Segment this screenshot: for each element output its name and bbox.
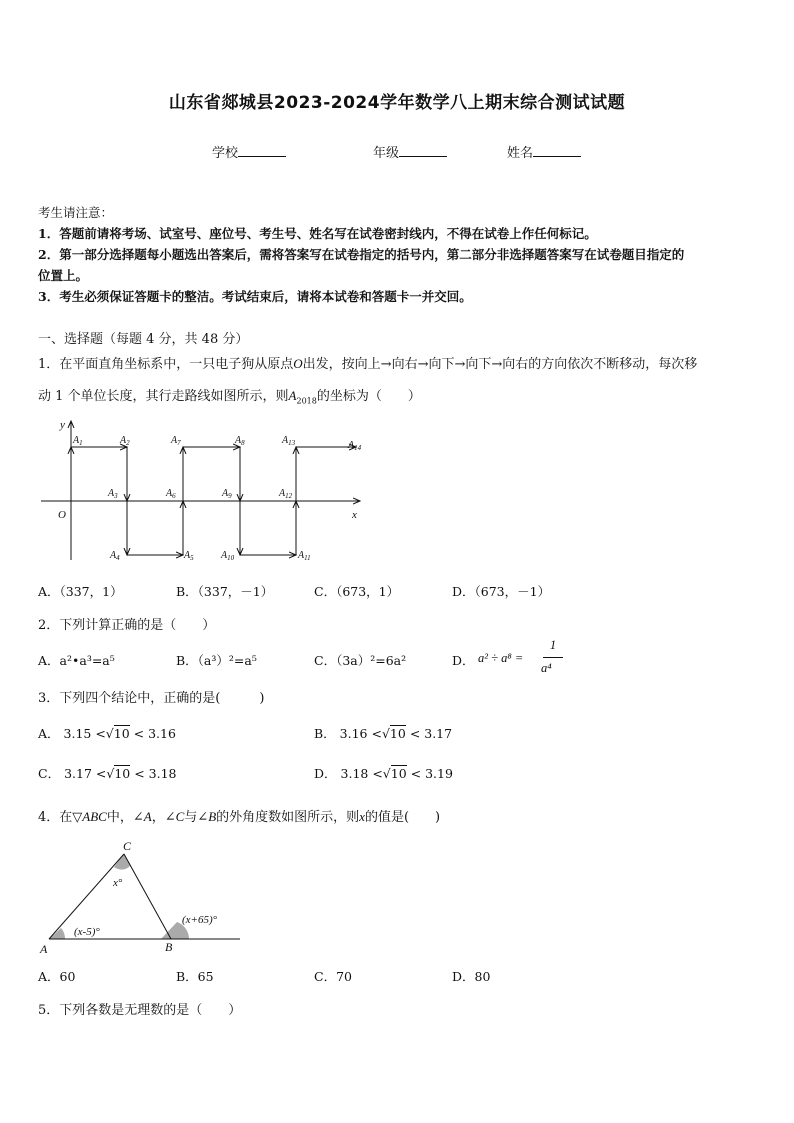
x-axis-label: x <box>352 509 357 521</box>
school-field <box>212 142 286 161</box>
q3-option-d-right: < 3.19 <box>410 766 453 781</box>
q1-option-a[interactable]: A．（337，1） <box>38 584 123 599</box>
q4-text-d: 与∠ <box>184 810 209 825</box>
vertex-label-b: B <box>165 940 173 954</box>
q1-text-b: 出发，按向上→向右→向下→向下→向右的方向依次不断移动，每次移 <box>302 357 698 372</box>
q1-point-sub: 2018 <box>296 396 317 406</box>
q4-triangle-name: ▽ABC <box>72 809 107 824</box>
q3-option-c-right: < 3.18 <box>134 766 177 781</box>
q3-option-a-radicand: 10 <box>113 726 130 741</box>
q5-stem: 5．下列各数是无理数的是（ ） <box>38 1003 242 1018</box>
q1-stem-line2 <box>38 385 421 406</box>
q2-option-b[interactable]: B．（a³）²=a⁵ <box>176 653 257 668</box>
q1-option-d[interactable]: D．（673，－1） <box>452 584 551 599</box>
q1-option-b[interactable]: B．（337，－1） <box>176 584 274 599</box>
q4-option-c[interactable]: C．70 <box>314 969 352 984</box>
q3-option-c-radicand: 10 <box>114 766 131 781</box>
q4-var-a: A <box>143 809 152 824</box>
q3-option-a-label: A． <box>38 726 60 741</box>
sqrt-sign: √ <box>106 766 115 781</box>
q3-option-b[interactable] <box>314 724 452 742</box>
vertex-label-c: C <box>123 839 132 853</box>
q4-stem <box>38 806 440 825</box>
q2-option-d-label: D． <box>452 653 475 668</box>
q2-option-a[interactable]: A．a²•a³=a⁵ <box>38 653 115 668</box>
q3-option-c-label: C． <box>38 766 61 781</box>
grade-blank <box>399 143 447 157</box>
sqrt-sign: √ <box>381 726 390 741</box>
origin-label: O <box>58 509 66 521</box>
q1-text-d: 的坐标为（ ） <box>316 389 421 404</box>
y-axis-label: y <box>60 419 65 431</box>
note-item-2: 2．第一部分选择题每小题选出答案后，需将答案写在试卷指定的括号内，第二部分非选择题答案写在试卷题目指定的 <box>38 247 685 262</box>
q3-option-d[interactable] <box>314 764 453 782</box>
q2-option-c[interactable]: C．（3a）²=6a² <box>314 653 407 668</box>
point-label-a6: $A_6$ <box>166 488 176 500</box>
angle-b-exterior-label: (x+65)° <box>182 914 218 926</box>
q3-option-d-label: D． <box>314 766 337 781</box>
q1-path-figure <box>38 415 368 567</box>
q3-option-b-label: B． <box>314 726 336 741</box>
q3-option-b-radicand: 10 <box>389 726 406 741</box>
point-label-a5: $A_5$ <box>184 550 194 562</box>
point-label-a11: $A_{11}$ <box>298 550 311 562</box>
q1-text-a: 1．在平面直角坐标系中，一只电子狗从原点 <box>38 357 294 372</box>
q4-option-d[interactable]: D．80 <box>452 969 491 984</box>
point-label-a9: $A_9$ <box>222 488 232 500</box>
side-bc <box>124 854 171 939</box>
sqrt-sign: √ <box>105 726 114 741</box>
point-label-a7: $A_7$ <box>171 435 181 447</box>
q4-text-e: 的外角度数如图所示，则 <box>216 810 360 825</box>
q4-triangle-figure <box>38 836 248 958</box>
q4-var-c: C <box>175 809 185 824</box>
q4-var-b: B <box>208 809 217 824</box>
notes-heading: 考生请注意： <box>38 205 114 220</box>
q4-text-c: ，∠ <box>151 810 176 825</box>
q3-option-a-right: < 3.16 <box>133 726 176 741</box>
note-item-3: 3．考生必须保证答题卡的整洁。考试结束后，请将本试卷和答题卡一并交回。 <box>38 289 472 304</box>
section-heading: 一、选择题（每题 4 分，共 48 分） <box>38 332 249 347</box>
grade-label: 年级 <box>373 146 400 161</box>
q2-stem: 2．下列计算正确的是（ ） <box>38 618 216 633</box>
page-title: 山东省郯城县2023-2024学年数学八上期末综合测试试题 <box>168 93 626 113</box>
grade-field <box>373 142 447 161</box>
note-item-1: 1．答题前请将考场、试室号、座位号、考生号、姓名写在试卷密封线内，不得在试卷上作任何标记。 <box>38 226 597 241</box>
note-item-2-cont: 位置上。 <box>38 268 89 283</box>
q1-text-c: 动 1 个单位长度，其行走路线如图所示，则 <box>38 389 289 404</box>
q3-option-c[interactable] <box>38 764 176 782</box>
vertex-label-a: A <box>40 942 48 956</box>
point-label-a3: $A_3$ <box>108 488 118 500</box>
school-label: 学校 <box>212 146 239 161</box>
name-field <box>507 142 581 161</box>
point-label-a13: $A_{13}$ <box>282 435 296 447</box>
angle-a-label: (x-5)° <box>74 926 100 938</box>
q3-option-a-left: 3.15 < <box>63 726 106 741</box>
q2-option-d-lhs: a² ÷ a⁸ = <box>478 651 524 665</box>
point-label-a14: $A_{14}$ <box>348 440 362 452</box>
point-label-a4: $A_4$ <box>110 550 120 562</box>
angle-c-label: x° <box>113 877 123 889</box>
point-label-a12: $A_{12}$ <box>279 488 293 500</box>
point-label-a2: $A_2$ <box>120 435 130 447</box>
q3-option-a[interactable] <box>38 724 176 742</box>
q4-var-x: x <box>359 809 365 824</box>
q1-option-c[interactable]: C．（673，1） <box>314 584 400 599</box>
q3-option-d-radicand: 10 <box>390 766 407 781</box>
q1-point-var: A <box>288 388 297 403</box>
q3-option-d-left: 3.18 < <box>340 766 383 781</box>
q3-stem: 3．下列四个结论中，正确的是( ) <box>38 691 265 706</box>
school-blank <box>238 143 286 157</box>
point-label-a10: $A_{10}$ <box>221 550 235 562</box>
name-label: 姓名 <box>507 146 534 161</box>
q1-stem-line1 <box>38 353 697 372</box>
q2-option-d-numerator: 1 <box>549 638 557 652</box>
q1-origin-var: O <box>293 356 303 371</box>
q4-text-f: 的值是( ) <box>364 810 441 825</box>
q4-text-a: 4．在 <box>38 810 73 825</box>
q4-option-b[interactable]: B．65 <box>176 969 214 984</box>
q3-option-c-left: 3.17 < <box>64 766 107 781</box>
point-label-a1: $A_1$ <box>73 435 83 447</box>
q4-option-a[interactable]: A．60 <box>38 969 76 984</box>
q4-text-b: 中，∠ <box>106 810 144 825</box>
fraction-bar <box>543 657 563 658</box>
q3-option-b-left: 3.16 < <box>339 726 382 741</box>
point-label-a8: $A_8$ <box>235 435 245 447</box>
name-blank <box>533 143 581 157</box>
q3-option-b-right: < 3.17 <box>409 726 453 741</box>
q2-option-d-denominator: a⁴ <box>541 661 552 675</box>
sqrt-sign: √ <box>382 766 391 781</box>
